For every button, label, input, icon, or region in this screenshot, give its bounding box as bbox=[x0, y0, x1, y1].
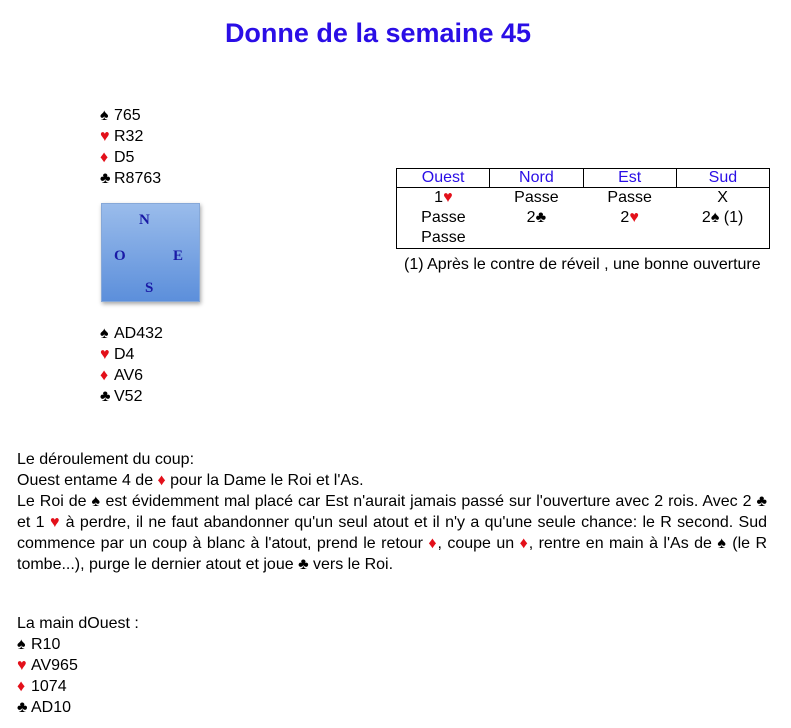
diamond-icon: ♦ bbox=[157, 472, 166, 489]
north-clubs bbox=[100, 168, 161, 189]
north-spades bbox=[100, 105, 161, 126]
heart-icon: ♥ bbox=[100, 128, 110, 145]
bid-cell: Passe bbox=[514, 189, 559, 206]
club-icon: ♣ bbox=[535, 209, 547, 226]
bidding-row bbox=[397, 208, 770, 228]
bid-cell: 2♥ bbox=[620, 209, 639, 226]
play-heading: Le déroulement du coup: bbox=[17, 451, 195, 468]
north-diamonds bbox=[100, 147, 161, 168]
west-diamonds bbox=[17, 676, 139, 697]
north-spades-cards: 765 bbox=[114, 107, 141, 124]
header-est: Est bbox=[583, 169, 676, 188]
spade-icon: ♠ bbox=[717, 535, 727, 552]
header-ouest: Ouest bbox=[397, 169, 490, 188]
diamond-icon: ♦ bbox=[519, 535, 529, 552]
bidding-header-row bbox=[397, 169, 770, 188]
compass-south: S bbox=[145, 280, 154, 296]
bid-cell: Passe bbox=[607, 189, 652, 206]
west-hearts bbox=[17, 655, 139, 676]
north-hand bbox=[100, 105, 161, 189]
west-spades-cards: R10 bbox=[31, 636, 61, 653]
north-hearts-cards: R32 bbox=[114, 128, 144, 145]
spade-icon: ♠ bbox=[100, 325, 109, 342]
diamond-icon: ♦ bbox=[100, 149, 109, 166]
diamond-icon: ♦ bbox=[17, 678, 26, 695]
spade-icon: ♠ bbox=[100, 107, 109, 124]
bid-cell: 2♣ bbox=[526, 209, 547, 226]
club-icon: ♣ bbox=[100, 170, 111, 187]
spade-icon: ♠ bbox=[710, 209, 720, 226]
south-spades-cards: AD432 bbox=[114, 325, 163, 342]
south-hand bbox=[100, 323, 163, 407]
west-spades bbox=[17, 634, 139, 655]
heart-icon: ♥ bbox=[17, 657, 27, 674]
header-nord: Nord bbox=[490, 169, 583, 188]
spade-icon: ♠ bbox=[91, 493, 101, 510]
bidding-note: (1) Après le contre de réveil , une bonne ouverture bbox=[404, 256, 761, 273]
heart-icon: ♥ bbox=[443, 189, 453, 206]
bid-cell bbox=[583, 228, 676, 249]
bid-cell: X bbox=[676, 188, 769, 209]
north-diamonds-cards: D5 bbox=[114, 149, 135, 166]
header-sud: Sud bbox=[676, 169, 769, 188]
south-diamonds-cards: AV6 bbox=[114, 367, 144, 384]
play-description bbox=[17, 449, 767, 575]
north-clubs-cards: R8763 bbox=[114, 170, 162, 187]
compass-west: O bbox=[114, 248, 126, 264]
bidding-table bbox=[396, 168, 770, 249]
diamond-icon: ♦ bbox=[100, 367, 109, 384]
club-icon: ♣ bbox=[100, 388, 111, 405]
south-hearts-cards: D4 bbox=[114, 346, 135, 363]
south-spades bbox=[100, 323, 163, 344]
bid-cell: 2♠ (1) bbox=[676, 208, 769, 228]
south-clubs-cards: V52 bbox=[114, 388, 143, 405]
play-analysis: Le Roi de ♠ est évidemment mal placé car Est n'aurait jamais passé sur l'ouverture avec 2 rois. Avec 2 ♣ et 1 ♥ à perdre, il ne faut abandonner qu'un seul atout et il n'y a qu'une seule chance: le R second. Sud commence par un coup à blanc à l'atout, prend le retour ♦, coupe un ♦, rentre en main à l'As de ♠ (le R tombe...), purge le dernier atout et joue ♣ vers le Roi. bbox=[17, 493, 768, 573]
bid-cell: 1♥ bbox=[397, 188, 490, 209]
play-lead: Ouest entame 4 de ♦ pour la Dame le Roi et l'As. bbox=[17, 472, 364, 489]
west-clubs-cards: AD10 bbox=[31, 699, 72, 716]
compass-east: E bbox=[173, 248, 184, 264]
west-heading: La main dOuest : bbox=[17, 615, 139, 632]
west-diamonds-cards: 1074 bbox=[31, 678, 67, 695]
bid-cell: Passe bbox=[397, 228, 490, 249]
west-hearts-cards: AV965 bbox=[31, 657, 78, 674]
page-title: Donne de la semaine 45 bbox=[224, 18, 532, 48]
heart-icon: ♥ bbox=[629, 209, 639, 226]
bidding-row bbox=[397, 228, 770, 249]
heart-icon: ♥ bbox=[49, 514, 61, 531]
diamond-icon: ♦ bbox=[428, 535, 438, 552]
bid-cell: Passe bbox=[397, 208, 490, 228]
club-icon: ♣ bbox=[756, 493, 768, 510]
west-clubs bbox=[17, 697, 139, 718]
club-icon: ♣ bbox=[17, 699, 28, 716]
heart-icon: ♥ bbox=[100, 346, 110, 363]
bid-cell bbox=[490, 228, 583, 249]
club-icon: ♣ bbox=[298, 556, 309, 573]
compass-north: N bbox=[139, 212, 150, 228]
south-clubs bbox=[100, 386, 163, 407]
south-hearts bbox=[100, 344, 163, 365]
west-hand bbox=[17, 613, 139, 718]
north-hearts bbox=[100, 126, 161, 147]
compass-box bbox=[101, 203, 200, 302]
south-diamonds bbox=[100, 365, 163, 386]
bid-cell bbox=[676, 228, 769, 249]
bidding-row bbox=[397, 188, 770, 209]
spade-icon: ♠ bbox=[17, 636, 26, 653]
